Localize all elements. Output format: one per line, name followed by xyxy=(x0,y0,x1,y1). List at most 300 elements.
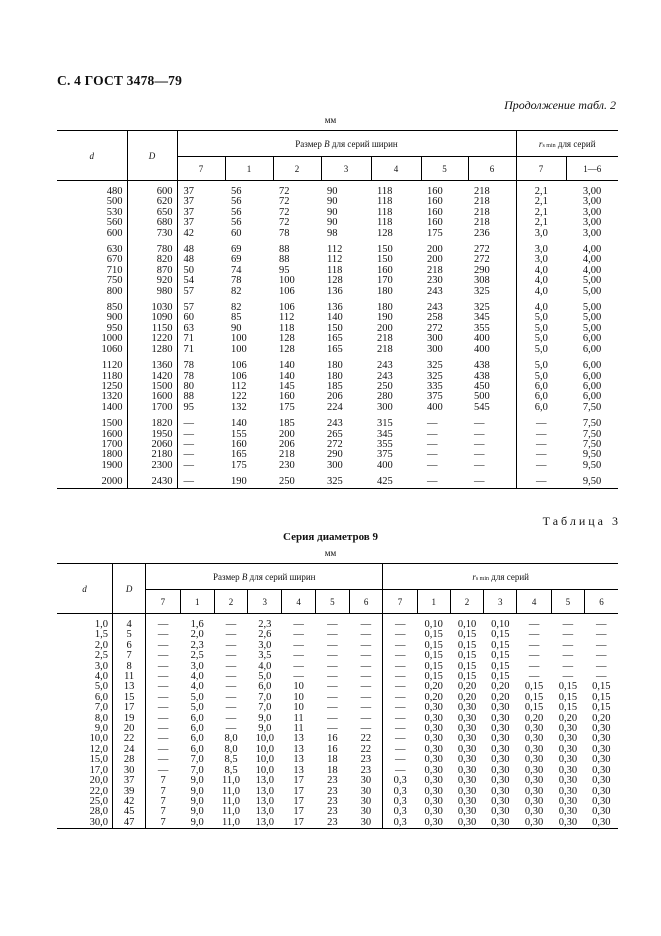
size-header-prefix: Размер xyxy=(295,138,325,149)
table-cell: 335 xyxy=(427,380,443,392)
table-cell: — xyxy=(528,660,540,672)
table-cell: 0,3 xyxy=(383,807,417,817)
table-cell: 1900 xyxy=(101,459,123,471)
table-cell: 160 xyxy=(427,206,443,218)
table-cell: 7,50 xyxy=(582,428,602,440)
table-cell: — xyxy=(360,671,372,683)
table-cell: 0,15 xyxy=(491,660,510,672)
table-cell: 140 xyxy=(279,360,295,372)
table-cell: 37 xyxy=(177,187,225,197)
table2 xyxy=(57,130,618,489)
table-cell: 0,30 xyxy=(592,795,611,807)
table-cell: 4 xyxy=(112,620,145,630)
r-series-1—6: 1—6 xyxy=(566,157,618,181)
table-cell: — xyxy=(327,619,338,630)
table-cell: 315 xyxy=(377,418,393,430)
table-cell: 300 xyxy=(427,333,443,345)
table-cell: — xyxy=(596,639,607,651)
table-cell: 112 xyxy=(327,254,343,266)
table-cell: — xyxy=(177,440,225,450)
table-cell: — xyxy=(293,671,304,683)
t3-r-series-1: 1 xyxy=(417,590,450,614)
table-cell: 0,30 xyxy=(424,733,443,745)
table-cell: 243 xyxy=(427,285,443,297)
table-cell: 23 xyxy=(360,754,372,766)
table-cell: 0,15 xyxy=(424,629,443,641)
table-cell: — xyxy=(293,629,304,641)
table2-unit: мм xyxy=(324,115,337,125)
t3-width-series-3: 3 xyxy=(248,590,282,614)
table-cell: 0,10 xyxy=(491,619,510,630)
table-cell: — xyxy=(327,702,338,714)
table-cell: 1320 xyxy=(101,391,123,403)
table-cell: 30,0 xyxy=(57,818,112,829)
t3-r-series-7: 7 xyxy=(383,590,417,614)
table-cell: 0,30 xyxy=(524,775,544,787)
table-cell: 0,30 xyxy=(558,806,578,818)
table-cell: — xyxy=(225,619,237,630)
table-cell: 0,30 xyxy=(424,806,443,818)
table-cell: 0,30 xyxy=(592,733,611,745)
table-cell: 82 xyxy=(231,285,242,297)
table-cell: 56 xyxy=(231,196,242,208)
table-cell: 250 xyxy=(273,477,321,488)
table-cell: 10 xyxy=(293,681,304,693)
table-cell: — xyxy=(562,629,574,641)
table-cell: — xyxy=(327,681,338,693)
table-cell: 1800 xyxy=(101,449,123,461)
table-cell: 850 xyxy=(106,302,123,314)
table-cell: — xyxy=(360,723,372,735)
table-cell: 5,0 xyxy=(516,361,566,371)
table-cell: 10,0 xyxy=(89,733,108,745)
table-cell: 0,15 xyxy=(592,691,611,703)
table-cell: 28 xyxy=(112,755,145,765)
table-cell: — xyxy=(360,660,372,672)
table-cell: — xyxy=(327,639,338,651)
table-cell: — xyxy=(562,660,574,672)
table-cell: 90 xyxy=(327,196,338,208)
col-header-d: d xyxy=(57,131,127,181)
table-cell: 0,30 xyxy=(457,733,477,745)
table-cell: 0,30 xyxy=(524,795,544,807)
table-cell: 30 xyxy=(360,775,372,787)
table-cell: 1500 xyxy=(101,418,123,430)
table-cell: 7 xyxy=(146,776,180,786)
t3-r-header-sub: s min xyxy=(475,575,490,582)
table-cell: 42 xyxy=(112,797,145,807)
table3-title: Серия диаметров 9 xyxy=(283,531,378,543)
table-cell: 10,0 xyxy=(255,754,274,766)
t3-r-series-3: 3 xyxy=(484,590,517,614)
table-row xyxy=(57,208,618,218)
table-cell: 1180 xyxy=(101,370,123,382)
table-cell: 272 xyxy=(474,254,490,266)
table-cell: 300 xyxy=(327,459,343,471)
table-cell: 500 xyxy=(106,196,123,208)
t3-width-series-6: 6 xyxy=(350,590,383,614)
table-cell: 128 xyxy=(279,333,295,345)
table-cell: — xyxy=(427,459,438,471)
table-cell: 450 xyxy=(474,380,490,392)
table-cell: 375 xyxy=(377,449,393,461)
table-cell: — xyxy=(146,703,180,713)
table-cell: 9,0 xyxy=(190,775,204,787)
table-cell: 545 xyxy=(474,401,490,413)
table-cell: 200 xyxy=(377,322,393,334)
table-cell: 8 xyxy=(112,662,145,672)
table-cell: — xyxy=(327,660,338,672)
table-cell: 1280 xyxy=(127,345,177,355)
table-cell: 0,15 xyxy=(457,629,477,641)
table-cell: 243 xyxy=(327,418,343,430)
table-cell: 0,30 xyxy=(558,785,578,797)
table-cell: — xyxy=(596,650,607,662)
table-cell: 0,15 xyxy=(457,671,477,683)
table-cell: 0,3 xyxy=(383,797,417,807)
width-series-1: 1 xyxy=(225,157,273,181)
size-header-suffix: для серий ширин xyxy=(329,138,398,149)
table-cell: 1,0 xyxy=(94,619,108,630)
table-cell: — xyxy=(427,449,438,461)
table-cell: 4,00 xyxy=(582,264,602,276)
table-cell: 0,30 xyxy=(457,795,477,807)
table-cell: 140 xyxy=(231,418,247,430)
table-cell: 17 xyxy=(293,806,304,818)
table-cell: 272 xyxy=(327,438,343,450)
table-row xyxy=(57,477,618,488)
table-cell: 150 xyxy=(327,322,343,334)
table-cell: 10,0 xyxy=(255,764,274,776)
table-cell: — xyxy=(146,714,180,724)
table-cell: — xyxy=(177,477,225,488)
table-cell: 19 xyxy=(112,714,145,724)
table-cell: 90 xyxy=(327,217,338,229)
table-cell: — xyxy=(516,440,566,450)
table-cell: 2,1 xyxy=(516,208,566,218)
table-cell: 0,15 xyxy=(491,671,510,683)
table-cell: — xyxy=(383,745,417,755)
table-cell: 8,5 xyxy=(224,764,238,776)
table-cell: 243 xyxy=(377,360,393,372)
table-cell: — xyxy=(360,681,372,693)
table-cell: 345 xyxy=(474,312,490,324)
table-cell: 0,15 xyxy=(457,650,477,662)
table-cell: 0,30 xyxy=(558,754,578,766)
table-cell: 23 xyxy=(315,818,349,829)
table-cell: 47 xyxy=(112,818,145,829)
table-cell: — xyxy=(146,755,180,765)
table-cell: 325 xyxy=(474,285,490,297)
table-cell: 1700 xyxy=(127,403,177,413)
t3-width-series-4: 4 xyxy=(282,590,315,614)
t3-size-header-suffix: для серий ширин xyxy=(247,571,316,582)
table-cell: 6,0 xyxy=(94,691,108,703)
table-cell: 175 xyxy=(279,401,295,413)
table-cell: 980 xyxy=(127,287,177,297)
table-cell: 5,0 xyxy=(516,345,566,355)
table-cell: — xyxy=(516,430,566,440)
table-cell: 6,00 xyxy=(582,360,602,372)
width-series-4: 4 xyxy=(371,157,421,181)
table-cell: 10,0 xyxy=(255,743,274,755)
table-cell: 7 xyxy=(146,787,180,797)
table-cell: 17,0 xyxy=(89,764,108,776)
table-cell: — xyxy=(225,660,237,672)
width-series-3: 3 xyxy=(321,157,371,181)
table-cell: 8,0 xyxy=(94,712,108,724)
table-cell: — xyxy=(516,477,566,488)
table-cell: 160 xyxy=(279,391,295,403)
col-header-D: D xyxy=(127,131,177,181)
table-cell: 0,3 xyxy=(383,818,417,829)
table-cell: 20,0 xyxy=(89,775,108,787)
table-cell: 0,30 xyxy=(524,743,544,755)
table-cell: 280 xyxy=(377,391,393,403)
table-cell: 2430 xyxy=(127,477,177,488)
table-cell: 7,0 xyxy=(94,702,108,714)
table-cell: 0,30 xyxy=(450,818,483,829)
t3-size-header-prefix: Размер xyxy=(213,571,242,582)
table-cell: 13,0 xyxy=(255,785,274,797)
table-cell: 230 xyxy=(279,459,295,471)
table-cell: 17 xyxy=(282,818,315,829)
table-cell: 25,0 xyxy=(89,795,108,807)
table-cell: 22 xyxy=(360,743,372,755)
table-cell: 400 xyxy=(474,333,490,345)
table-cell: 175 xyxy=(231,459,247,471)
table-cell: 820 xyxy=(127,255,177,265)
table-cell: 118 xyxy=(279,322,295,334)
table-cell: — xyxy=(528,639,540,651)
table-cell: 325 xyxy=(474,302,490,314)
table-cell: 2,5 xyxy=(190,650,204,662)
table-cell: 6,0 xyxy=(190,743,204,755)
table-cell: 0,30 xyxy=(491,754,510,766)
table-cell: — xyxy=(225,629,237,641)
table-cell: 11,0 xyxy=(222,795,240,807)
table-cell: 0,3 xyxy=(383,787,417,797)
table-cell: 0,30 xyxy=(491,743,510,755)
table-cell: 7,0 xyxy=(190,754,204,766)
table-cell: 0,20 xyxy=(424,691,443,703)
table-cell: 9,0 xyxy=(258,712,272,724)
table-cell: — xyxy=(146,745,180,755)
table-cell: 0,15 xyxy=(491,650,510,662)
table-cell: 4,00 xyxy=(582,244,602,256)
table-cell: 0,15 xyxy=(457,639,477,651)
table-cell: 0,30 xyxy=(517,818,551,829)
table-cell: 438 xyxy=(474,370,490,382)
table-cell: 800 xyxy=(106,285,123,297)
table-cell: 6,00 xyxy=(582,391,602,403)
table-cell: 0,30 xyxy=(424,743,443,755)
table-cell: 258 xyxy=(427,312,443,324)
t3-r-header-var: r xyxy=(472,571,476,582)
table-row xyxy=(57,197,618,207)
table-cell: — xyxy=(562,650,574,662)
table-cell: 60 xyxy=(177,313,225,323)
table3 xyxy=(57,563,618,829)
table-row xyxy=(57,287,618,297)
table-cell: 100 xyxy=(279,275,295,287)
table-cell: 1250 xyxy=(101,380,123,392)
table-cell: 0,3 xyxy=(383,776,417,786)
table-cell: 6,00 xyxy=(582,333,602,345)
table-cell: — xyxy=(225,681,237,693)
table-cell: 17 xyxy=(293,785,304,797)
table-cell: — xyxy=(293,660,304,672)
table-cell: 88 xyxy=(177,392,225,402)
table-cell: 13,0 xyxy=(255,775,274,787)
table-cell: 37 xyxy=(177,208,225,218)
table-cell: 72 xyxy=(279,217,290,229)
table-cell: 140 xyxy=(327,312,343,324)
table-cell: 13 xyxy=(293,733,304,745)
table-cell: 650 xyxy=(127,208,177,218)
table-cell: 0,20 xyxy=(457,681,477,693)
table-cell: 0,30 xyxy=(558,764,578,776)
table-cell: 63 xyxy=(177,324,225,334)
table-cell: 6,0 xyxy=(258,681,272,693)
table-cell: 57 xyxy=(177,303,225,313)
table-cell: 750 xyxy=(106,275,123,287)
table-cell: 400 xyxy=(474,343,490,355)
table-cell: 150 xyxy=(377,244,393,256)
table-cell: 0,15 xyxy=(524,681,544,693)
table-cell: 8,0 xyxy=(224,733,238,745)
table-cell: 218 xyxy=(474,217,490,229)
t3-col-header-D: D xyxy=(112,564,145,614)
table-cell: 39 xyxy=(112,787,145,797)
table-cell: 5,0 xyxy=(516,334,566,344)
table-cell: 600 xyxy=(106,227,123,239)
table-cell: 10 xyxy=(293,702,304,714)
table-cell: 180 xyxy=(327,360,343,372)
table-cell: 0,30 xyxy=(457,754,477,766)
table-cell: 155 xyxy=(231,428,247,440)
table-cell: 250 xyxy=(377,380,393,392)
t3-r-header-suffix: для серий xyxy=(489,571,529,582)
table-cell: 0,30 xyxy=(592,764,611,776)
table-cell: 355 xyxy=(377,438,393,450)
table-cell: 90 xyxy=(231,322,242,334)
table-cell: 308 xyxy=(474,275,490,287)
table-cell: 72 xyxy=(279,196,290,208)
table-cell: 112 xyxy=(327,244,343,256)
t3-r-series-4: 4 xyxy=(517,590,551,614)
table-cell: 80 xyxy=(177,382,225,392)
table-cell: 6 xyxy=(112,641,145,651)
table-cell: 0,30 xyxy=(491,806,510,818)
table-cell: 2180 xyxy=(127,450,177,460)
table-cell: 0,15 xyxy=(424,639,443,651)
table-cell: — xyxy=(225,712,237,724)
table-cell: 30 xyxy=(360,806,372,818)
table-cell: 355 xyxy=(474,322,490,334)
table-cell: 7,0 xyxy=(258,691,272,703)
table-cell: 870 xyxy=(127,266,177,276)
table-cell: 165 xyxy=(327,343,343,355)
table-cell: 37 xyxy=(112,776,145,786)
table-cell: 5,00 xyxy=(582,285,602,297)
table-cell: 243 xyxy=(377,370,393,382)
table-cell: 5,0 xyxy=(516,372,566,382)
t3-r-series-5: 5 xyxy=(551,590,584,614)
table-cell: 0,30 xyxy=(558,733,578,745)
table-cell: 5,00 xyxy=(582,322,602,334)
table-cell: 0,30 xyxy=(457,743,477,755)
size-header-var: B xyxy=(324,138,330,149)
table-cell: — xyxy=(528,650,540,662)
table-cell: 88 xyxy=(279,244,290,256)
table-cell: 30 xyxy=(112,766,145,776)
table-cell: 3,0 xyxy=(516,245,566,255)
table-cell: 16 xyxy=(327,733,338,745)
table-cell: 7 xyxy=(146,807,180,817)
table-cell: 0,30 xyxy=(491,733,510,745)
table-cell: 118 xyxy=(377,217,393,229)
table-cell: 0,30 xyxy=(558,795,578,807)
table-cell: 2,3 xyxy=(190,639,204,651)
table-cell: — xyxy=(225,723,237,735)
table-cell: — xyxy=(383,734,417,744)
table-cell: 136 xyxy=(327,302,343,314)
table-cell: 290 xyxy=(474,264,490,276)
table-cell: 160 xyxy=(427,196,443,208)
table-cell: — xyxy=(225,650,237,662)
table-cell: 0,20 xyxy=(457,691,477,703)
table-cell: 375 xyxy=(427,391,443,403)
table-cell: 530 xyxy=(106,206,123,218)
table-cell: 710 xyxy=(106,264,123,276)
table-cell: — xyxy=(427,418,438,430)
table-cell: 0,15 xyxy=(424,660,443,672)
t3-r-header xyxy=(383,564,618,590)
table-cell: 425 xyxy=(371,477,421,488)
table-cell: 438 xyxy=(474,360,490,372)
table-row xyxy=(57,218,618,228)
table-cell: — xyxy=(562,639,574,651)
table-cell: 345 xyxy=(377,428,393,440)
table-cell: 9,0 xyxy=(258,723,272,735)
table-cell: 0,30 xyxy=(424,754,443,766)
table-cell: 0,15 xyxy=(491,629,510,641)
table-row xyxy=(57,461,618,471)
table-cell: 1360 xyxy=(127,361,177,371)
table-cell: 13 xyxy=(112,682,145,692)
table-cell: 23 xyxy=(327,785,338,797)
table-cell: 500 xyxy=(474,391,490,403)
table-cell: 11 xyxy=(293,723,304,735)
table-cell: 3,00 xyxy=(582,217,602,229)
table-cell: 0,15 xyxy=(592,702,611,714)
table-cell: 0,30 xyxy=(592,754,611,766)
table-cell: 0,30 xyxy=(558,743,578,755)
table-cell: 5,00 xyxy=(582,302,602,314)
table-cell: 4,0 xyxy=(516,287,566,297)
table-cell: 5,00 xyxy=(582,312,602,324)
table-cell: 48 xyxy=(177,255,225,265)
table-cell: 60 xyxy=(231,227,242,239)
table-cell: 1060 xyxy=(101,343,123,355)
table-cell: 4,0 xyxy=(190,681,204,693)
table-row xyxy=(57,345,618,355)
table3-label: Таблица 3 xyxy=(542,514,621,528)
table-cell: — xyxy=(383,703,417,713)
table-cell: 185 xyxy=(279,418,295,430)
table-cell: 185 xyxy=(327,380,343,392)
